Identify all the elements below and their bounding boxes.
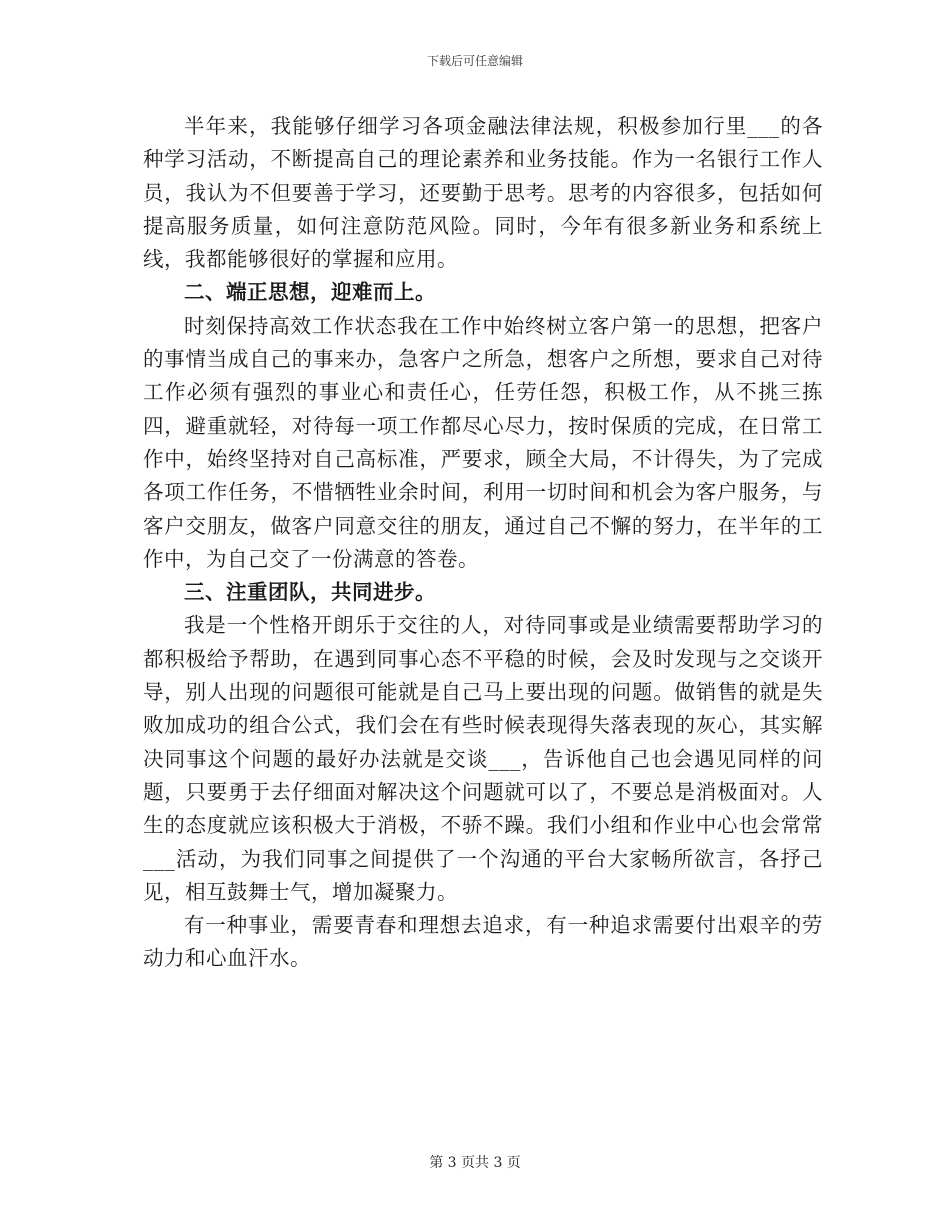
paragraph-study: 半年来，我能够仔细学习各项金融法律法规，积极参加行里___的各种学习活动，不断提高自己的理论素养和业务技能。作为一名银行工作人员，我认为不但要善于学习，还要勤于思考。思考的内容很多，包括如何提高服务质量，如何注意防范风险。同时，今年有很多新业务和系统上线，我都能够很好的掌握和应用。 xyxy=(143,114,823,272)
paragraph-teamwork: 我是一个性格开朗乐于交往的人，对待同事或是业绩需要帮助学习的都积极给予帮助，在遇到同事心态不平稳的时候，会及时发现与之交谈开导，别人出现的问题很可能就是自己马上要出现的问题。做销售的就是失败加成功的组合公式，我们会在有些时候表现得失落表现的灰心，其实解决同事这个问题的最好办法就是交谈___，告诉他自己也会遇见同样的问题，只要勇于去仔细面对解决这个问题就可以了，不要总是消极面对。人生的态度就应该积极大于消极，不骄不躁。我们小组和作业中心也会常常___活动，为我们同事之间提供了一个沟通的平台大家畅所欲言，各抒己见，相互鼓舞士气，增加凝聚力。 xyxy=(143,613,823,904)
document-body xyxy=(143,110,823,976)
page-header: 下载后可任意编辑 xyxy=(426,54,523,68)
paragraph-closing: 有一种事业，需要青春和理想去追求，有一种追求需要付出艰辛的劳动力和心血汗水。 xyxy=(143,913,823,971)
section-heading-2: 二、端正思想，迎难而上。 xyxy=(184,280,436,305)
section-heading-3: 三、注重团队，共同进步。 xyxy=(184,580,436,605)
page-footer: 第 3 页共 3 页 xyxy=(429,1155,521,1171)
paragraph-work-attitude: 时刻保持高效工作状态我在工作中始终树立客户第一的思想，把客户的事情当成自己的事来办，急客户之所急，想客户之所想，要求自己对待工作必须有强烈的事业心和责任心，任劳任怨，积极工作，从不挑三拣四，避重就轻，对待每一项工作都尽心尽力，按时保质的完成，在日常工作中，始终坚持对自己高标准，严要求，顾全大局，不计得失，为了完成各项工作任务，不惜牺牲业余时间，利用一切时间和机会为客户服务，与客户交朋友，做客户同意交往的朋友，通过自己不懈的努力，在半年的工作中，为自己交了一份满意的答卷。 xyxy=(143,313,823,571)
